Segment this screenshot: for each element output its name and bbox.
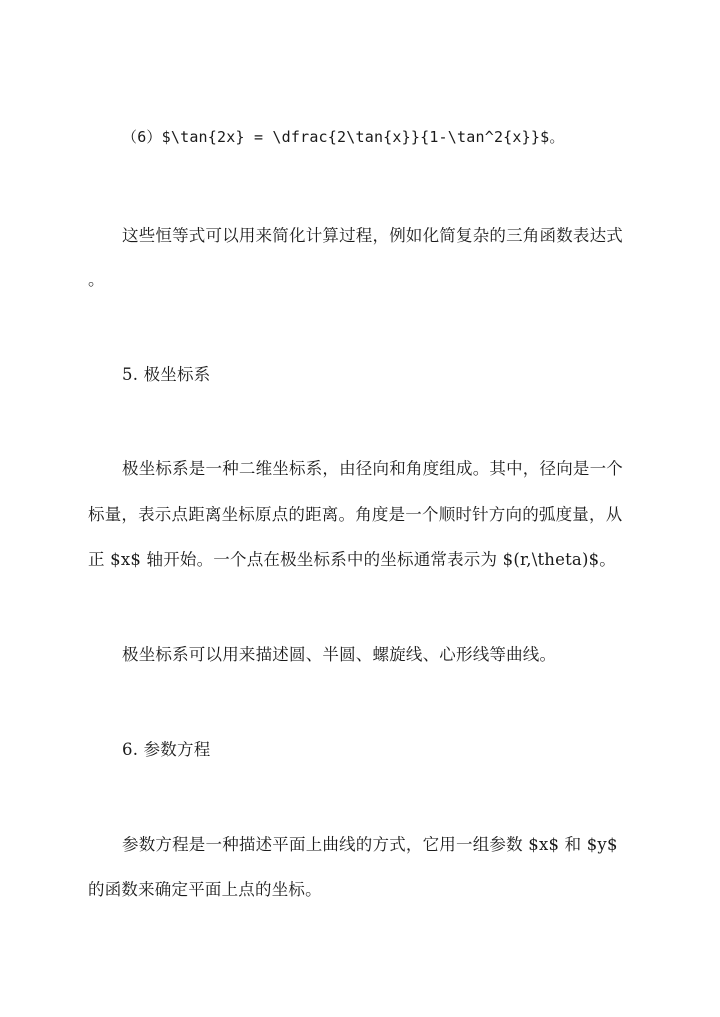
formula-6: （6）$\tan{2x} = \dfrac{2\tan{x}}{1-\tan^2{x}}$。 — [122, 128, 565, 146]
paragraph-polar-use: 极坐标系可以用来描述圆、半圆、螺旋线、心形线等曲线。 — [122, 645, 557, 664]
paragraph-polar-line-3: 正 $x$ 轴开始。一个点在极坐标系中的坐标通常表示为 $(r,\theta)$。 — [88, 550, 616, 569]
section-5-heading: 5. 极坐标系 — [122, 365, 211, 384]
paragraph-identities-line-1: 这些恒等式可以用来简化计算过程，例如化简复杂的三角函数表达式 — [122, 226, 623, 245]
section-6-heading: 6. 参数方程 — [122, 740, 211, 759]
paragraph-param-line-1: 参数方程是一种描述平面上曲线的方式，它用一组参数 $x$ 和 $y$ — [122, 835, 618, 854]
paragraph-param-line-2: 的函数来确定平面上点的坐标。 — [88, 880, 322, 899]
paragraph-polar-line-1: 极坐标系是一种二维坐标系，由径向和角度组成。其中，径向是一个 — [122, 459, 623, 478]
paragraph-polar-line-2: 标量，表示点距离坐标原点的距离。角度是一个顺时针方向的弧度量，从 — [88, 505, 623, 524]
paragraph-identities-line-2: 。 — [88, 270, 105, 289]
